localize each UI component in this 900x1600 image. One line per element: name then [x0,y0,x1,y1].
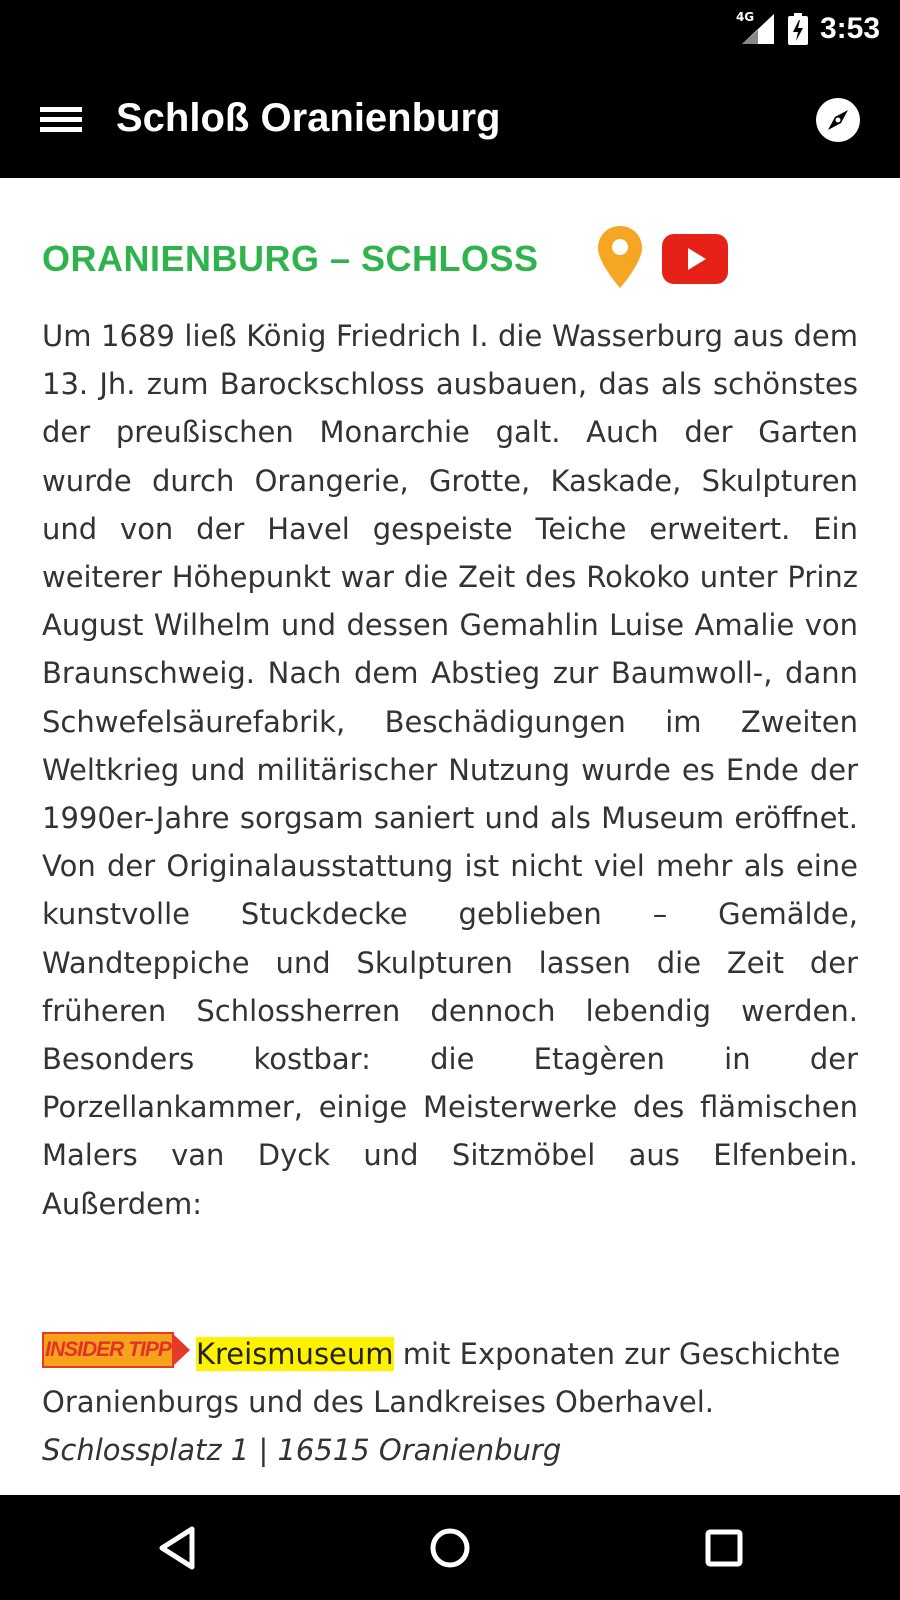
status-icons [736,10,880,48]
youtube-button[interactable] [662,234,728,284]
map-pin-button[interactable] [598,226,642,288]
arrow-icon [172,1333,190,1367]
back-button[interactable] [148,1523,208,1573]
status-bar [0,0,900,58]
menu-button[interactable] [38,98,84,136]
menu-icon-line [40,127,82,132]
article-content [0,178,900,1495]
battery-charging-icon [788,13,808,45]
compass-icon [814,96,862,144]
compass-button[interactable] [814,96,862,144]
recents-button[interactable] [694,1523,754,1573]
tipp-text: mit Exponaten zur Geschichte Oranienburgs und des Landkreises Oberhavel. [42,1337,841,1420]
recents-square-icon [694,1523,754,1573]
article-header [42,226,862,296]
insider-tipp [42,1330,858,1475]
clock: 3:53 [819,12,880,45]
map-pin-icon [598,226,642,288]
menu-icon [40,107,82,112]
signal-icon [736,12,776,46]
insider-tipp-label: INSIDER TIPP [42,1332,174,1368]
highlighted-keyword: Kreismuseum [196,1337,394,1371]
home-button[interactable] [420,1523,480,1573]
home-circle-icon [420,1523,480,1573]
article-title: ORANIENBURG – SCHLOSS [42,238,539,279]
network-type-label: 4G [735,10,755,24]
back-triangle-icon [148,1523,208,1573]
article-body: Um 1689 ließ König Friedrich I. die Wasserburg aus dem 13. Jh. zum Barockschloss ausbauen, das als schönstes der preußischen Monarchie galt. Auch der Garten wurde durch Orangerie, Grotte, Kaskade, Skulpturen und von der Havel gespeiste Teiche erweitert. Ein weiterer Höhepunkt war die Zeit des Rokoko unter Prinz August Wilhelm und dessen Gemahlin Luise Amalie von Braunschweig. Nach dem Abstieg zur Baumwoll-, dann Schwefelsäurefabrik, Beschädigungen im Zweiten Weltkrieg und militärischer Nutzung wurde es Ende der 1990er-Jahre sorgsam saniert und als Museum eröffnet. Von der Originalausstattung ist nicht viel mehr als eine kunstvolle Stuckdecke geblieben – Gemälde, Wandteppiche und Skulpturen lassen die Zeit der früheren Schlossherren dennoch lebendig werden. Besonders kostbar: die Etagèren in der Porzellankammer, einige Meisterwerke des flämischen Malers van Dyck und Sitzmöbel aus Elfenbein. Außerdem: [42,319,858,1221]
page-title: Schloß Oranienburg [116,96,501,140]
app-bar [0,58,900,178]
insider-tipp-badge [42,1332,190,1368]
menu-icon-line [40,117,82,122]
youtube-icon [662,234,728,284]
address: Schlossplatz 1 | 16515 Oranienburg [42,1433,562,1468]
navigation-bar [0,1495,900,1600]
